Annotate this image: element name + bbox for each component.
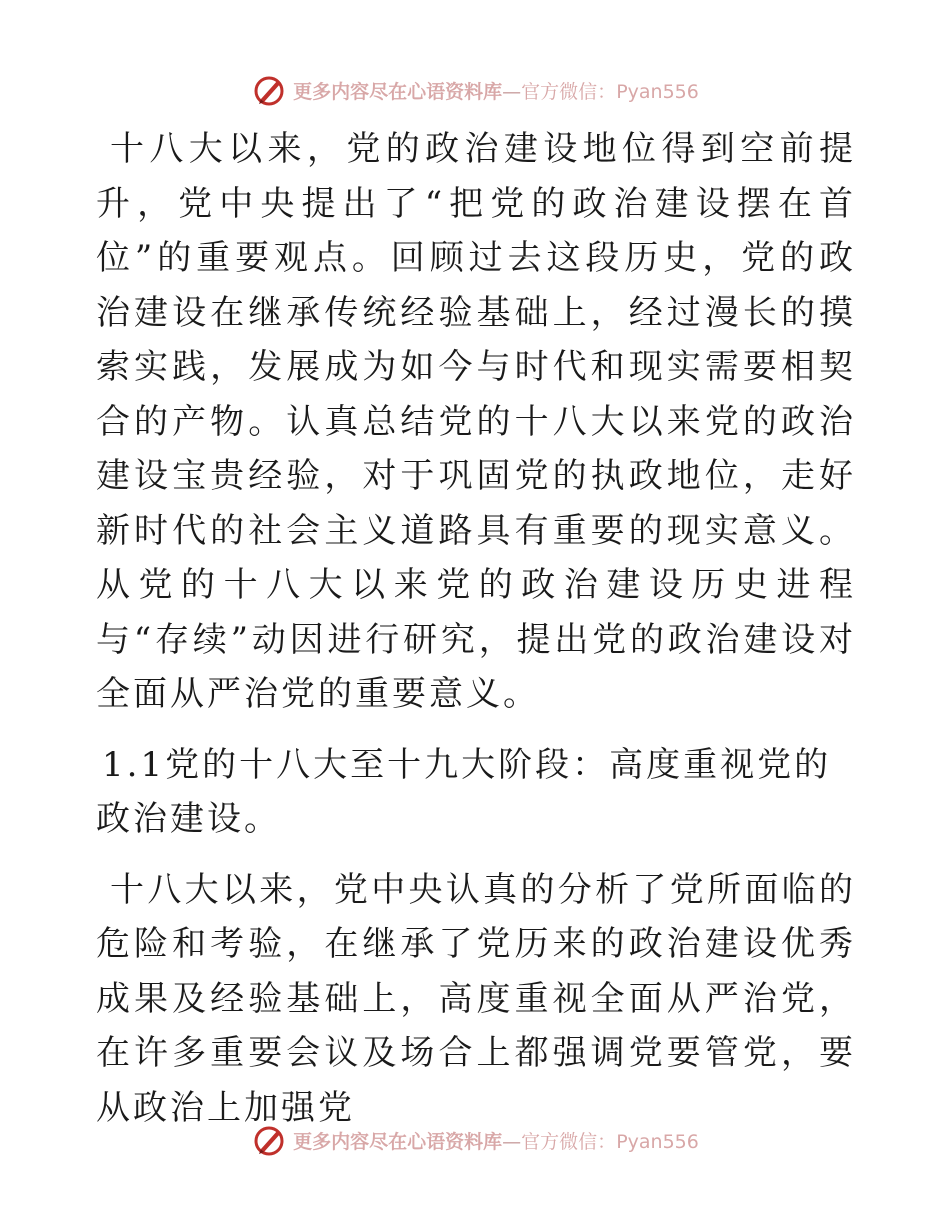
body-paragraph: 十八大以来，党的政治建设地位得到空前提升，党中央提出了“把党的政治建设摆在首位”的重要观点。回顾过去这段历史，党的政治建设在继承传统经验基础上，经过漫长的摸索实践，发展成为如今与时代和现实需要相契合的产物。认真总结党的十八大以来党的政治建设宝贵经验，对于巩固党的执政地位，走好新时代的社会主义道路具有重要的现实意义。从党的十八大以来党的政治建设历史进程与“存续”动因进行研究，提出党的政治建设对全面从严治党的重要意义。 [96, 129, 856, 714]
pen-logo-icon [251, 1122, 287, 1158]
watermark-wechat-id: Pyan556 [616, 80, 699, 103]
watermark-wechat-id: Pyan556 [616, 1130, 699, 1153]
body-paragraph-continued: 十八大以来，党中央认真的分析了党所面临的危险和考验，在继承了党历来的政治建设优秀成果及经验基础上，高度重视全面从严治党，在许多重要会议及场合上都强调党要管党，要从政治上加强党 [96, 869, 856, 1128]
watermark-wechat-label: 官方微信： [521, 80, 617, 103]
watermark-text [293, 77, 699, 104]
footer-watermark [0, 1120, 950, 1160]
pen-logo-icon [251, 72, 287, 108]
watermark-main-text: 更多内容尽在心语资料库 [293, 80, 503, 103]
section-heading: 1.1党的十八大至十九大阶段：高度重视党的政治建设。 [96, 744, 832, 839]
watermark-dash: — [502, 80, 522, 103]
watermark-main-text: 更多内容尽在心语资料库 [293, 1130, 503, 1153]
watermark-dash: — [502, 1130, 522, 1153]
watermark-wechat-label: 官方微信： [521, 1130, 617, 1153]
header-watermark [0, 70, 950, 110]
document-body [96, 122, 856, 1135]
watermark-text [293, 1127, 699, 1154]
